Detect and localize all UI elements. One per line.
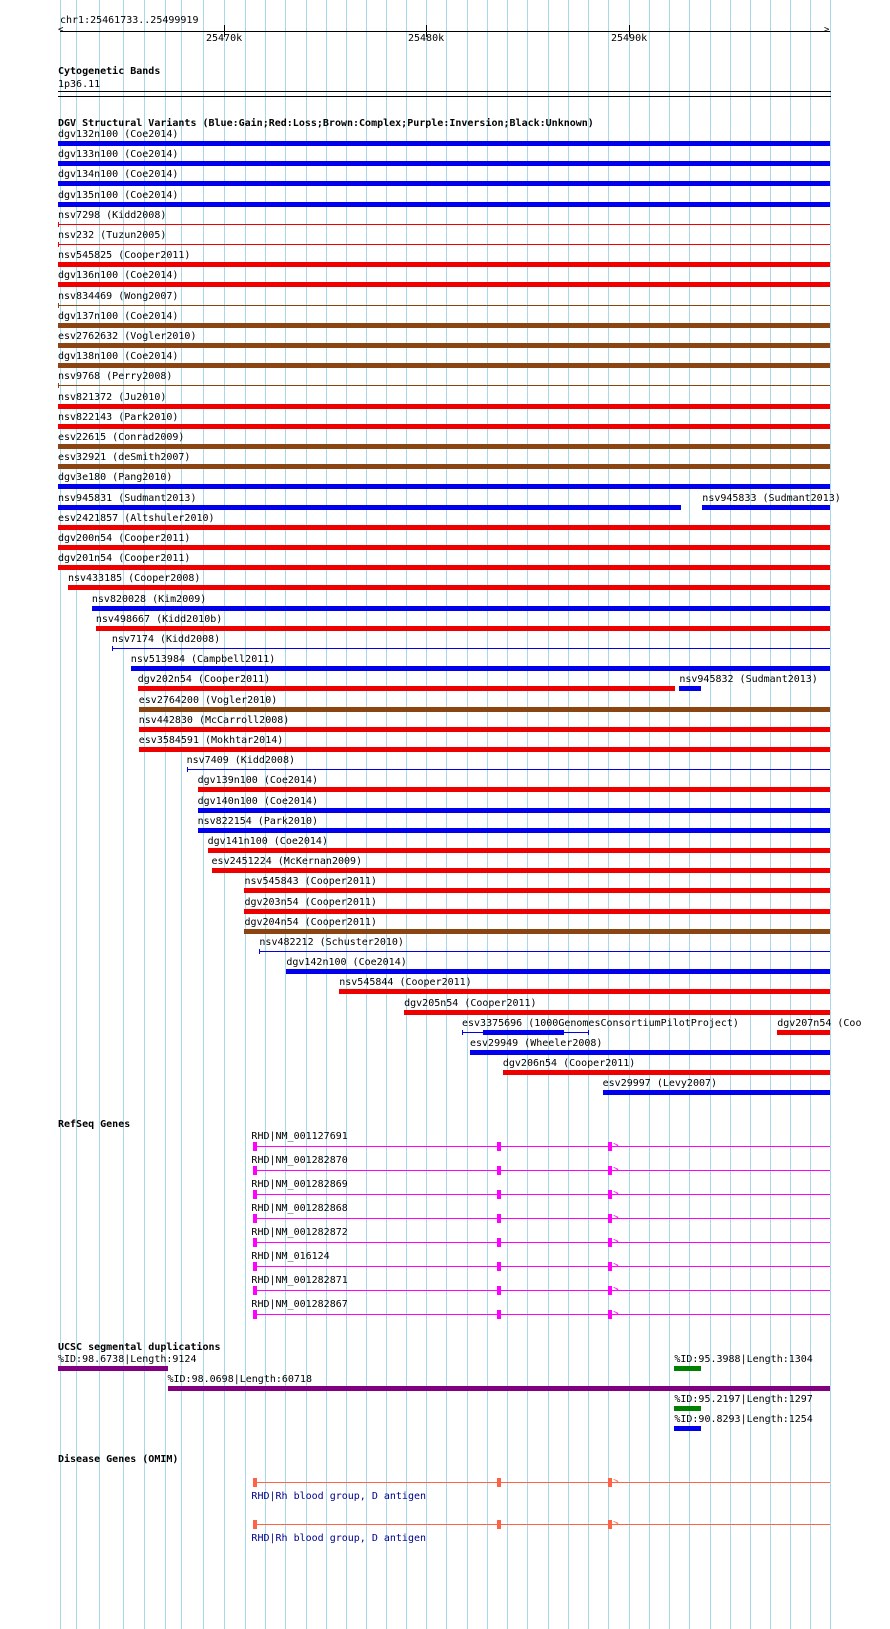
refseq-intron-line[interactable]: [253, 1242, 830, 1243]
dgv-feature-label[interactable]: esv3375696 (1000GenomesConsortiumPilotProject): [462, 1017, 739, 1029]
dgv-feature-label[interactable]: nsv433185 (Cooper2008): [67, 573, 201, 585]
dgv-feature-bar[interactable]: [112, 648, 830, 649]
dgv-feature-label[interactable]: nsv7298 (Kidd2008): [58, 209, 167, 221]
dgv-feature-bar[interactable]: [58, 141, 830, 146]
refseq-intron-line[interactable]: [253, 1170, 830, 1171]
dgv-feature-bar[interactable]: [58, 224, 830, 225]
dgv-feature-label[interactable]: dgv139n100 (Coe2014): [197, 775, 319, 787]
dgv-feature-bar[interactable]: [404, 1010, 830, 1015]
refseq-exon[interactable]: [253, 1286, 257, 1295]
dgv-feature-label[interactable]: esv2764200 (Vogler2010): [138, 694, 278, 706]
dgv-feature-bar[interactable]: [58, 484, 830, 489]
segdup-feature-bar[interactable]: [674, 1406, 701, 1411]
segdup-feature-label[interactable]: %ID:95.2197|Length:1297: [674, 1394, 813, 1405]
dgv-feature-label[interactable]: dgv132n100 (Coe2014): [58, 129, 179, 140]
dgv-feature-bar[interactable]: [198, 808, 830, 813]
dgv-feature-label[interactable]: nsv7409 (Kidd2008): [186, 755, 295, 767]
refseq-exon[interactable]: [608, 1262, 612, 1271]
dgv-feature-label[interactable]: dgv141n100 (Coe2014): [207, 836, 328, 847]
refseq-intron-line[interactable]: [253, 1266, 830, 1267]
ruler-tick-label: 25470k: [206, 33, 243, 44]
strand-arrow-icon: >: [613, 1141, 619, 1151]
dgv-feature-endcap: [58, 303, 59, 308]
dgv-feature-bar[interactable]: [603, 1090, 830, 1095]
dgv-feature-bar[interactable]: [58, 545, 830, 550]
refseq-intron-line[interactable]: [253, 1146, 830, 1147]
dgv-feature-bar[interactable]: [503, 1070, 830, 1075]
dgv-feature-label[interactable]: dgv140n100 (Coe2014): [197, 795, 319, 807]
dgv-feature-label[interactable]: dgv206n54 (Cooper2011): [502, 1058, 636, 1070]
dgv-feature-label[interactable]: nsv232 (Tuzun2005): [58, 230, 167, 241]
dgv-feature-bar[interactable]: [244, 909, 830, 914]
dgv-feature-bar[interactable]: [58, 464, 830, 469]
dgv-feature-endcap: [462, 1030, 463, 1035]
dgv-feature-bar[interactable]: [58, 181, 830, 186]
refseq-gene-label[interactable]: RHD|NM_001282871: [251, 1275, 348, 1286]
dgv-feature-bar[interactable]: [96, 626, 830, 631]
dgv-feature-label[interactable]: nsv822154 (Park2010): [197, 815, 319, 827]
refseq-intron-line[interactable]: [253, 1290, 830, 1291]
dgv-feature-label[interactable]: dgv200n54 (Cooper2011): [58, 533, 191, 544]
dgv-feature-label[interactable]: nsv545843 (Cooper2011): [244, 876, 377, 888]
dgv-feature-bar[interactable]: [339, 989, 830, 994]
segdup-feature-bar[interactable]: [168, 1386, 830, 1391]
cytoband-bar-bottom: [58, 96, 831, 97]
ruler-tick-label: 25490k: [611, 33, 648, 44]
dgv-feature-bar[interactable]: [58, 385, 830, 386]
refseq-intron-line[interactable]: [253, 1314, 830, 1315]
dgv-feature-bar[interactable]: [58, 323, 830, 328]
refseq-exon[interactable]: [253, 1214, 257, 1223]
refseq-gene-label[interactable]: RHD|NM_001282870: [251, 1155, 348, 1166]
dgv-feature-label[interactable]: dgv137n100 (Coe2014): [58, 310, 179, 322]
refseq-exon[interactable]: [497, 1262, 501, 1271]
refseq-exon[interactable]: [253, 1262, 257, 1271]
dgv-feature-label[interactable]: nsv834469 (Wong2007): [58, 290, 179, 302]
dgv-feature-label[interactable]: esv22615 (Conrad2009): [58, 432, 185, 443]
dgv-feature-label[interactable]: dgv136n100 (Coe2014): [58, 270, 179, 282]
dgv-feature-label[interactable]: dgv203n54 (Cooper2011): [244, 896, 377, 908]
cytoband-bar-top: [58, 91, 831, 92]
dgv-feature-endcap: [58, 242, 59, 247]
dgv-feature-bar[interactable]: [58, 404, 830, 409]
refseq-intron-line[interactable]: [253, 1194, 830, 1195]
dgv-feature-label[interactable]: dgv201n54 (Cooper2011): [58, 553, 191, 565]
refseq-title[interactable]: RefSeq Genes: [58, 1119, 131, 1130]
dgv-feature-bar[interactable]: [58, 525, 830, 530]
dgv-feature-bar[interactable]: [58, 424, 830, 429]
strand-arrow-icon: >: [613, 1165, 619, 1175]
dgv-feature-label[interactable]: nsv822143 (Park2010): [58, 411, 179, 423]
refseq-exon[interactable]: [497, 1190, 501, 1199]
dgv-feature-bar[interactable]: [92, 606, 830, 611]
refseq-exon[interactable]: [497, 1214, 501, 1223]
omim-title[interactable]: Disease Genes (OMIM): [58, 1454, 179, 1465]
dgv-feature-endcap: [588, 1030, 589, 1035]
dgv-feature-bar[interactable]: [208, 848, 830, 853]
dgv-feature-bar[interactable]: [68, 585, 830, 590]
dgv-feature-label[interactable]: nsv545844 (Cooper2011): [339, 977, 472, 989]
refseq-exon[interactable]: [497, 1310, 501, 1319]
refseq-gene-label[interactable]: RHD|NM_016124: [251, 1251, 330, 1262]
omim-exon[interactable]: [497, 1520, 501, 1529]
refseq-exon[interactable]: [608, 1214, 612, 1223]
dgv-feature-label[interactable]: dgv207n54 (Coo: [777, 1017, 862, 1029]
strand-arrow-icon: >: [613, 1213, 619, 1223]
dgv-feature-bar[interactable]: [58, 565, 830, 570]
segdup-feature-label[interactable]: %ID:95.3988|Length:1304: [674, 1354, 813, 1365]
refseq-exon[interactable]: [253, 1190, 257, 1199]
dgv-feature-bar[interactable]: [58, 505, 681, 510]
omim-exon[interactable]: [253, 1520, 257, 1529]
dgv-feature-bar[interactable]: [58, 305, 830, 306]
cytoband-label: 1p36.11: [58, 79, 101, 90]
dgv-feature-label[interactable]: nsv482212 (Schuster2010): [259, 937, 404, 948]
region-label: chr1:25461733..25499919: [60, 15, 199, 26]
omim-exon[interactable]: [253, 1478, 257, 1487]
dgv-feature-bar[interactable]: [139, 747, 830, 752]
dgv-feature-bar[interactable]: [679, 686, 701, 691]
segdup-feature-bar[interactable]: [58, 1366, 168, 1371]
dgv-feature-endcap: [112, 646, 113, 651]
dgv-feature-label[interactable]: dgv138n100 (Coe2014): [58, 351, 179, 363]
strand-arrow-icon: >: [613, 1261, 619, 1271]
refseq-exon[interactable]: [608, 1286, 612, 1295]
dgv-feature-label[interactable]: nsv513984 (Campbell2011): [130, 654, 276, 666]
dgv-feature-bar[interactable]: [244, 929, 830, 934]
dgv-feature-label[interactable]: dgv3e180 (Pang2010): [58, 472, 173, 484]
dgv-feature-label[interactable]: nsv7174 (Kidd2008): [111, 634, 221, 645]
dgv-feature-bar[interactable]: [259, 951, 830, 952]
ruler-line: [60, 31, 830, 32]
dgv-feature-bar[interactable]: [58, 161, 830, 166]
dgv-feature-label[interactable]: nsv821372 (Ju2010): [58, 391, 167, 403]
refseq-exon[interactable]: [608, 1310, 612, 1319]
refseq-gene-label[interactable]: RHD|NM_001282869: [251, 1179, 348, 1190]
dgv-feature-bar[interactable]: [58, 244, 830, 245]
dgv-feature-core[interactable]: [483, 1030, 564, 1035]
dgv-feature-bar[interactable]: [58, 343, 830, 348]
dgv-feature-label[interactable]: dgv133n100 (Coe2014): [58, 149, 179, 161]
dgv-feature-bar[interactable]: [58, 262, 830, 267]
dgv-feature-label[interactable]: nsv945831 (Sudmant2013): [58, 492, 197, 504]
dgv-feature-label[interactable]: esv29949 (Wheeler2008): [469, 1038, 603, 1049]
cytoband-title[interactable]: Cytogenetic Bands: [58, 66, 161, 77]
dgv-feature-bar[interactable]: [139, 727, 830, 732]
dgv-feature-bar[interactable]: [131, 666, 830, 671]
refseq-exon[interactable]: [253, 1142, 257, 1151]
strand-arrow-icon: >: [613, 1189, 619, 1199]
dgv-feature-bar[interactable]: [702, 505, 830, 510]
dgv-feature-label[interactable]: dgv204n54 (Cooper2011): [244, 916, 377, 928]
omim-intron-line[interactable]: [253, 1482, 830, 1483]
refseq-intron-line[interactable]: [253, 1218, 830, 1219]
dgv-feature-label[interactable]: esv29997 (Levy2007): [602, 1078, 718, 1090]
omim-exon[interactable]: [497, 1478, 501, 1487]
dgv-feature-bar[interactable]: [58, 444, 830, 449]
omim-intron-line[interactable]: [253, 1524, 830, 1525]
strand-arrow-icon: >: [613, 1285, 619, 1295]
refseq-exon[interactable]: [253, 1238, 257, 1247]
dgv-feature-bar[interactable]: [198, 828, 830, 833]
refseq-gene-label[interactable]: RHD|NM_001282868: [251, 1203, 348, 1214]
refseq-exon[interactable]: [253, 1166, 257, 1175]
dgv-feature-bar[interactable]: [138, 686, 676, 691]
dgv-feature-bar[interactable]: [777, 1030, 830, 1035]
refseq-gene-label[interactable]: RHD|NM_001282872: [251, 1227, 348, 1238]
dgv-feature-endcap: [259, 949, 260, 954]
strand-arrow-icon: >: [613, 1477, 619, 1487]
dgv-feature-label[interactable]: dgv142n100 (Coe2014): [286, 957, 407, 969]
strand-arrow-icon: >: [613, 1237, 619, 1247]
refseq-gene-label[interactable]: RHD|NM_001282867: [251, 1299, 348, 1310]
refseq-exon[interactable]: [497, 1238, 501, 1247]
dgv-feature-bar[interactable]: [212, 868, 830, 873]
dgv-feature-bar[interactable]: [187, 769, 830, 770]
ruler-left-arrow-icon: <: [58, 25, 64, 35]
refseq-exon[interactable]: [497, 1142, 501, 1151]
segdup-feature-label[interactable]: %ID:98.6738|Length:9124: [58, 1354, 197, 1365]
refseq-exon[interactable]: [253, 1310, 257, 1319]
ruler-tick-label: 25480k: [408, 33, 445, 44]
refseq-exon[interactable]: [497, 1286, 501, 1295]
segdup-feature-label[interactable]: %ID:98.0698|Length:60718: [167, 1374, 312, 1385]
dgv-feature-label[interactable]: dgv205n54 (Cooper2011): [404, 997, 537, 1009]
segdup-feature-label[interactable]: %ID:90.8293|Length:1254: [674, 1414, 813, 1425]
dgv-feature-label[interactable]: esv32921 (deSmith2007): [58, 452, 191, 464]
dgv-feature-endcap: [187, 767, 188, 772]
refseq-exon[interactable]: [608, 1190, 612, 1199]
dgv-feature-label[interactable]: dgv135n100 (Coe2014): [58, 189, 179, 201]
strand-arrow-icon: >: [613, 1309, 619, 1319]
omim-gene-label[interactable]: RHD|Rh blood group, D antigen: [251, 1533, 427, 1544]
dgv-feature-bar[interactable]: [470, 1050, 830, 1055]
dgv-feature-label[interactable]: nsv498667 (Kidd2010b): [95, 613, 223, 625]
strand-arrow-icon: >: [613, 1519, 619, 1529]
segdup-feature-bar[interactable]: [674, 1426, 701, 1431]
dgv-feature-label[interactable]: esv3584591 (Mokhtar2014): [138, 735, 284, 746]
omim-exon[interactable]: [608, 1478, 612, 1487]
dgv-feature-bar[interactable]: [198, 787, 830, 792]
refseq-gene-label[interactable]: RHD|NM_001127691: [251, 1131, 348, 1142]
dgv-feature-label[interactable]: nsv820028 (Kim2009): [91, 593, 207, 605]
dgv-title[interactable]: DGV Structural Variants (Blue:Gain;Red:Loss;Brown:Complex;Purple:Inversion;Black:Unknown): [58, 118, 594, 129]
dgv-feature-label[interactable]: nsv945833 (Sudmant2013): [702, 492, 841, 504]
dgv-feature-bar[interactable]: [58, 282, 830, 287]
refseq-exon[interactable]: [608, 1142, 612, 1151]
refseq-exon[interactable]: [497, 1166, 501, 1175]
dgv-feature-bar[interactable]: [139, 707, 830, 712]
dgv-feature-label[interactable]: esv2762632 (Vogler2010): [58, 331, 197, 342]
dgv-feature-bar[interactable]: [58, 363, 830, 368]
ruler-right-arrow-icon: >: [824, 25, 830, 35]
dgv-feature-bar[interactable]: [58, 202, 830, 207]
dgv-feature-label[interactable]: nsv442830 (McCarroll2008): [138, 714, 290, 726]
dgv-feature-endcap: [58, 383, 59, 388]
omim-exon[interactable]: [608, 1520, 612, 1529]
dgv-feature-label[interactable]: dgv134n100 (Coe2014): [58, 169, 179, 181]
dgv-feature-bar[interactable]: [286, 969, 830, 974]
dgv-feature-bar[interactable]: [244, 888, 830, 893]
dgv-feature-label[interactable]: nsv945832 (Sudmant2013): [679, 674, 818, 686]
dgv-feature-label[interactable]: esv2451224 (McKernan2009): [211, 856, 363, 868]
segdup-feature-bar[interactable]: [674, 1366, 701, 1371]
dgv-feature-label[interactable]: dgv202n54 (Cooper2011): [137, 674, 271, 686]
dgv-feature-label[interactable]: nsv545825 (Cooper2011): [58, 250, 191, 262]
refseq-exon[interactable]: [608, 1238, 612, 1247]
dgv-feature-endcap: [58, 222, 59, 227]
dgv-feature-label[interactable]: esv2421857 (Altshuler2010): [58, 512, 215, 524]
omim-gene-label[interactable]: RHD|Rh blood group, D antigen: [251, 1491, 427, 1502]
segdup-title[interactable]: UCSC segmental duplications: [58, 1342, 221, 1353]
refseq-exon[interactable]: [608, 1166, 612, 1175]
dgv-feature-label[interactable]: nsv9768 (Perry2008): [58, 371, 173, 383]
